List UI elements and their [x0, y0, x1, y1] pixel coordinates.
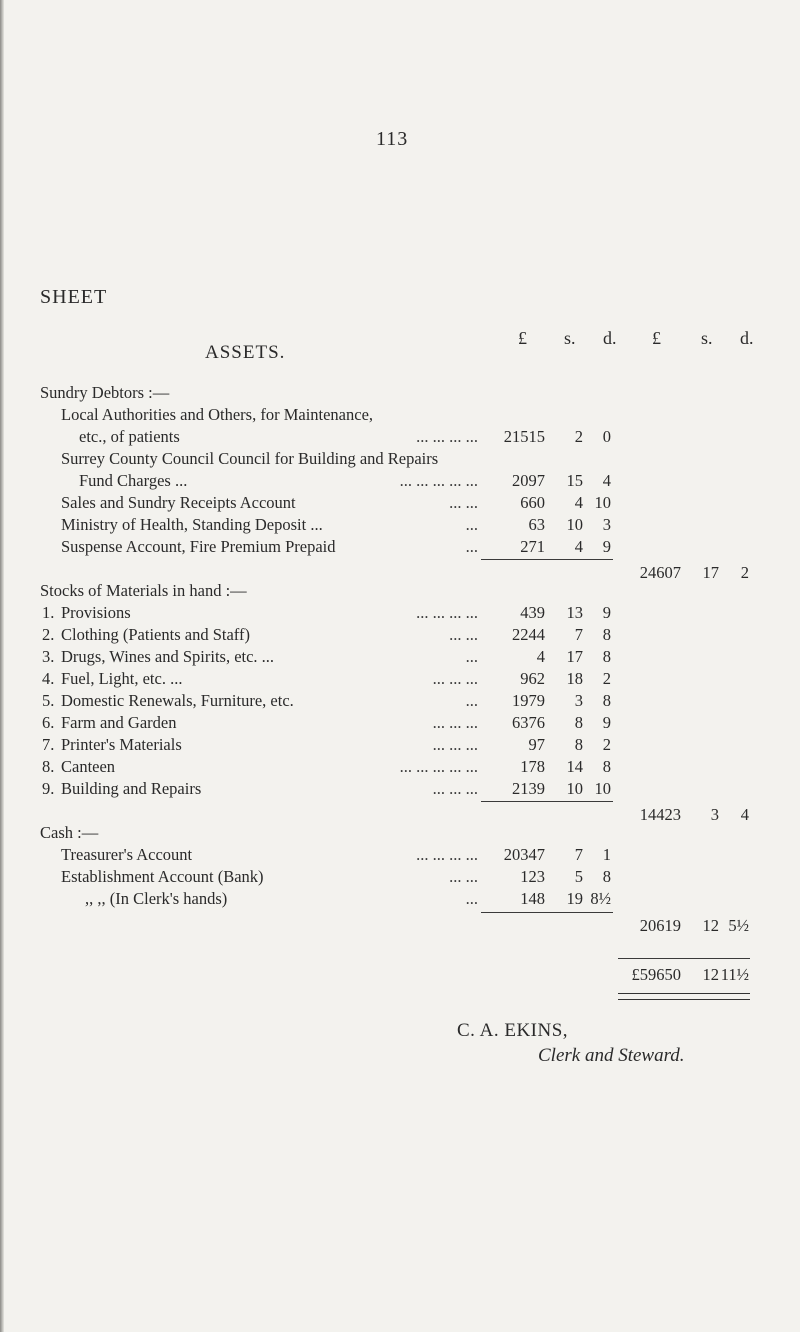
- stock-shillings: 8: [574, 735, 583, 754]
- cash-total-shillings: 12: [702, 916, 719, 935]
- debtors-total-shillings: 17: [702, 563, 719, 582]
- sum-rule: [618, 958, 750, 959]
- debtor-pence: 9: [602, 537, 611, 556]
- stock-pounds: 6376: [512, 713, 545, 732]
- leader-dots: ... ...: [449, 867, 478, 886]
- sum-rule: [481, 559, 613, 560]
- debtor-shillings: 2: [574, 427, 583, 446]
- col2-pence-header: d.: [740, 328, 754, 348]
- leader-dots: ...: [465, 537, 478, 556]
- stock-label: Provisions: [61, 603, 131, 622]
- cash-pounds: 123: [520, 867, 545, 886]
- cash-pence: 1: [602, 845, 611, 864]
- signature-title: Clerk and Steward.: [538, 1045, 685, 1066]
- stock-pounds: 97: [528, 735, 545, 754]
- stock-number: 1.: [42, 603, 55, 622]
- cash-label: ,, ,, (In Clerk's hands): [85, 889, 228, 908]
- signature-name: C. A. EKINS,: [457, 1020, 569, 1041]
- col1-pound-header: £: [518, 328, 527, 348]
- stock-shillings: 8: [574, 713, 583, 732]
- stock-pounds: 2139: [512, 779, 545, 798]
- debtor-shillings: 4: [574, 493, 583, 512]
- cash-label: Establishment Account (Bank): [61, 867, 264, 886]
- leader-dots: ... ... ... ... ...: [399, 757, 478, 776]
- leader-dots: ... ... ...: [432, 779, 478, 798]
- stocks-total-pounds: 14423: [639, 805, 681, 824]
- leader-dots: ... ... ... ...: [416, 603, 478, 622]
- debtor-pounds: 63: [528, 515, 545, 534]
- debtor-label-line1: Surrey County Council Council for Building and Repairs: [61, 449, 439, 468]
- double-rule: [618, 993, 750, 1000]
- stock-pence: 9: [602, 713, 611, 732]
- debtors-heading: Sundry Debtors :—: [40, 383, 170, 402]
- debtor-shillings: 15: [566, 471, 583, 490]
- debtor-shillings: 10: [566, 515, 583, 534]
- stock-number: 3.: [42, 647, 55, 666]
- debtor-label: etc., of patients: [79, 427, 180, 446]
- col1-shilling-header: s.: [564, 328, 576, 348]
- debtor-label: Ministry of Health, Standing Deposit ...: [61, 515, 323, 534]
- stock-pounds: 1979: [512, 691, 545, 710]
- stock-number: 6.: [42, 713, 55, 732]
- stock-pence: 8: [602, 647, 611, 666]
- stock-shillings: 13: [566, 603, 583, 622]
- stock-pounds: 2244: [512, 625, 545, 644]
- leader-dots: ... ... ...: [432, 735, 478, 754]
- col2-shilling-header: s.: [701, 328, 713, 348]
- stock-number: 5.: [42, 691, 55, 710]
- cash-pounds: 20347: [503, 845, 545, 864]
- page-number: 113: [376, 128, 409, 150]
- debtor-pounds: 660: [520, 493, 545, 512]
- debtor-pounds: 271: [520, 537, 545, 556]
- debtor-label-line1: Local Authorities and Others, for Maintenance,: [61, 405, 374, 424]
- stock-label: Farm and Garden: [61, 713, 177, 732]
- cash-label: Treasurer's Account: [61, 845, 193, 864]
- stock-pence: 9: [602, 603, 611, 622]
- stock-pounds: 178: [520, 757, 545, 776]
- stock-label: Clothing (Patients and Staff): [61, 625, 250, 644]
- debtor-label: Sales and Sundry Receipts Account: [61, 493, 296, 512]
- leader-dots: ... ...: [449, 625, 478, 644]
- grand-total-pounds: £59650: [631, 965, 681, 984]
- leader-dots: ... ... ...: [432, 669, 478, 688]
- debtor-pence: 4: [602, 471, 611, 490]
- stock-pounds: 439: [520, 603, 545, 622]
- stock-number: 7.: [42, 735, 55, 754]
- stock-label: Fuel, Light, etc. ...: [61, 669, 183, 688]
- leader-dots: ... ... ... ...: [416, 845, 478, 864]
- leader-dots: ... ... ... ...: [416, 427, 478, 446]
- stock-shillings: 7: [574, 625, 583, 644]
- stock-pence: 8: [602, 691, 611, 710]
- stock-label: Printer's Materials: [61, 735, 182, 754]
- cash-pounds: 148: [520, 889, 545, 908]
- col2-pound-header: £: [652, 328, 661, 348]
- page-edge: [0, 0, 4, 1332]
- debtor-pounds: 2097: [512, 471, 545, 490]
- leader-dots: ... ... ...: [432, 713, 478, 732]
- col1-pence-header: d.: [603, 328, 617, 348]
- stock-label: Building and Repairs: [61, 779, 202, 798]
- stock-number: 8.: [42, 757, 55, 776]
- leader-dots: ... ... ... ... ...: [399, 471, 478, 490]
- sheet-label: SHEET: [40, 286, 108, 308]
- stock-shillings: 18: [566, 669, 583, 688]
- debtor-pence: 0: [602, 427, 611, 446]
- stock-pounds: 4: [536, 647, 545, 666]
- stock-pence: 8: [602, 757, 611, 776]
- stocks-total-pence: 4: [740, 805, 749, 824]
- cash-total-pounds: 20619: [639, 916, 681, 935]
- stock-shillings: 17: [566, 647, 583, 666]
- stocks-total-shillings: 3: [710, 805, 719, 824]
- cash-pence: 8: [602, 867, 611, 886]
- stock-pence: 10: [594, 779, 611, 798]
- stock-pence: 8: [602, 625, 611, 644]
- stock-pence: 2: [602, 735, 611, 754]
- debtor-label: Fund Charges ...: [79, 471, 188, 490]
- stock-pence: 2: [602, 669, 611, 688]
- stock-shillings: 10: [566, 779, 583, 798]
- stock-number: 9.: [42, 779, 55, 798]
- stocks-heading: Stocks of Materials in hand :—: [40, 581, 247, 600]
- leader-dots: ...: [465, 515, 478, 534]
- stock-label: Canteen: [61, 757, 116, 776]
- cash-pence: 8½: [590, 889, 611, 908]
- stock-shillings: 14: [566, 757, 583, 776]
- stock-pounds: 962: [520, 669, 545, 688]
- grand-total-pence: 11½: [720, 965, 749, 984]
- sum-rule: [481, 801, 613, 802]
- debtor-pence: 10: [594, 493, 611, 512]
- cash-total-pence: 5½: [728, 916, 749, 935]
- stock-label: Domestic Renewals, Furniture, etc.: [61, 691, 294, 710]
- grand-total-shillings: 12: [702, 965, 719, 984]
- debtor-shillings: 4: [574, 537, 583, 556]
- section-title: ASSETS.: [205, 342, 286, 363]
- debtors-total-pounds: 24607: [639, 563, 681, 582]
- stock-number: 4.: [42, 669, 55, 688]
- stock-label: Drugs, Wines and Spirits, etc. ...: [61, 647, 275, 666]
- cash-shillings: 5: [574, 867, 583, 886]
- debtor-label: Suspense Account, Fire Premium Prepaid: [61, 537, 336, 556]
- leader-dots: ...: [465, 889, 478, 908]
- debtor-pence: 3: [602, 515, 611, 534]
- sum-rule: [481, 912, 613, 913]
- cash-heading: Cash :—: [40, 823, 99, 842]
- leader-dots: ...: [465, 691, 478, 710]
- leader-dots: ...: [465, 647, 478, 666]
- cash-shillings: 19: [566, 889, 583, 908]
- debtor-pounds: 21515: [503, 427, 545, 446]
- leader-dots: ... ...: [449, 493, 478, 512]
- debtors-total-pence: 2: [740, 563, 749, 582]
- stock-shillings: 3: [574, 691, 583, 710]
- cash-shillings: 7: [574, 845, 583, 864]
- stock-number: 2.: [42, 625, 55, 644]
